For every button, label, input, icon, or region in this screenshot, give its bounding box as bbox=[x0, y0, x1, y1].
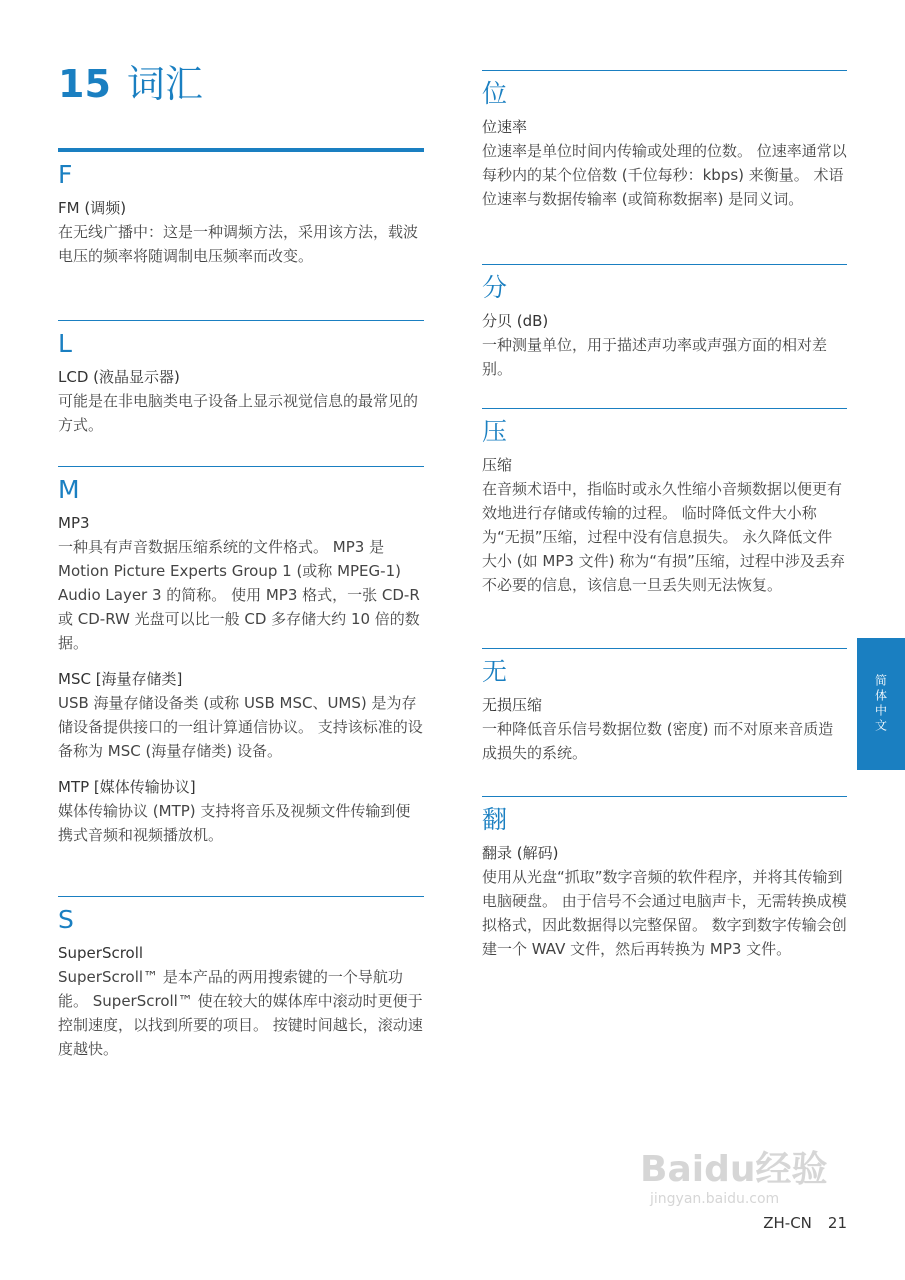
entry-definition: 使用从光盘“抓取”数字音频的软件程序，并将其传输到电脑硬盘。 由于信号不会通过电脑声卡，无需转换成模拟格式，因此数据得以完整保留。 数字到数字传输会创建一个 WAV 文件，然后再转换为 MP3 文件。 bbox=[482, 868, 847, 958]
entry-definition: 一种测量单位，用于描述声功率或声强方面的相对差别。 bbox=[482, 336, 828, 378]
entry-term: SuperScroll bbox=[58, 944, 144, 962]
entry-definition: SuperScroll™ 是本产品的两用搜索键的一个导航功能。 SuperScroll™ 使在较大的媒体库中滚动时更便于控制速度，以找到所要的项目。 按键时间越长，滚动速度越快。 bbox=[58, 968, 423, 1058]
glossary-entry bbox=[482, 453, 847, 597]
section-divider bbox=[58, 320, 424, 321]
chapter-title bbox=[58, 58, 203, 110]
section-wei bbox=[482, 70, 847, 211]
page-number: 21 bbox=[827, 1214, 847, 1232]
entry-definition: 一种具有声音数据压缩系统的文件格式。 MP3 是 Motion Picture Experts Group 1 (或称 MPEG-1) Audio Layer 3 的简称。 使用 MP3 格式，一张 CD-R 或 CD-RW 光盘可以比一般 CD 多存储大约 10 倍的数据。 bbox=[58, 538, 420, 652]
entry-term: MTP [媒体传输协议] bbox=[58, 778, 196, 796]
section-divider bbox=[482, 70, 847, 71]
entry-term: 翻录 (解码) bbox=[482, 844, 559, 862]
section-S bbox=[58, 896, 424, 1061]
section-divider bbox=[58, 148, 424, 152]
section-fen bbox=[482, 264, 847, 381]
chapter-heading: 词汇 bbox=[126, 62, 203, 106]
glossary-entry bbox=[58, 941, 424, 1061]
section-letter: L bbox=[58, 329, 72, 358]
section-divider bbox=[482, 264, 847, 265]
glossary-entry bbox=[482, 309, 847, 381]
chapter-number: 15 bbox=[58, 62, 111, 106]
entry-definition: USB 海量存储设备类 (或称 USB MSC、UMS) 是为存储设备提供接口的一组计算通信协议。 支持该标准的设备称为 MSC (海量存储类) 设备。 bbox=[58, 694, 423, 760]
section-letter: 翻 bbox=[482, 805, 508, 834]
entry-term: MSC [海量存储类] bbox=[58, 670, 183, 688]
glossary-entry bbox=[58, 667, 424, 763]
glossary-entry bbox=[58, 511, 424, 655]
section-wu bbox=[482, 648, 847, 765]
glossary-entry bbox=[58, 365, 424, 437]
entry-term: 无损压缩 bbox=[482, 696, 543, 714]
watermark-logo bbox=[640, 1150, 827, 1208]
section-M bbox=[58, 466, 424, 847]
section-letter: 无 bbox=[482, 657, 508, 686]
entry-definition: 一种降低音乐信号数据位数 (密度) 而不对原来音质造成损失的系统。 bbox=[482, 720, 834, 762]
watermark-url: jingyan.baidu.com bbox=[650, 1191, 780, 1207]
entry-term: FM (调频) bbox=[58, 199, 127, 217]
glossary-entry bbox=[58, 196, 424, 268]
language-tab-label: 简体中文 bbox=[873, 674, 888, 734]
page-footer bbox=[763, 1214, 847, 1232]
entry-definition: 在无线广播中：这是一种调频方法，采用该方法，载波电压的频率将随调制电压频率而改变。 bbox=[58, 223, 419, 265]
section-divider bbox=[482, 408, 847, 409]
section-letter: F bbox=[58, 160, 73, 189]
section-divider bbox=[58, 466, 424, 467]
section-divider bbox=[58, 896, 424, 897]
language-side-tab bbox=[857, 638, 905, 770]
entry-definition: 在音频术语中，指临时或永久性缩小音频数据以便更有效地进行存储或传输的过程。 临时降低文件大小称为“无损”压缩，过程中没有信息损失。 永久降低文件大小 (如 MP3 文件) 称为“有损”压缩，过程中涉及丢弃不必要的信息，该信息一旦丢失则无法恢复。 bbox=[482, 480, 845, 594]
section-letter: 位 bbox=[482, 79, 508, 108]
section-fan bbox=[482, 796, 847, 961]
section-letter: S bbox=[58, 905, 74, 934]
section-ya bbox=[482, 408, 847, 597]
entry-definition: 媒体传输协议 (MTP) 支持将音乐及视频文件传输到便携式音频和视频播放机。 bbox=[58, 802, 411, 844]
glossary-entry bbox=[482, 693, 847, 765]
entry-term: LCD (液晶显示器) bbox=[58, 368, 180, 386]
section-L bbox=[58, 320, 424, 437]
section-divider bbox=[482, 648, 847, 649]
entry-term: 位速率 bbox=[482, 118, 528, 136]
glossary-entry bbox=[58, 775, 424, 847]
entry-definition: 位速率是单位时间内传输或处理的位数。 位速率通常以每秒内的某个位倍数 (千位每秒：kbps) 来衡量。 术语位速率与数据传输率 (或简称数据率) 是同义词。 bbox=[482, 142, 847, 208]
section-letter: 分 bbox=[482, 273, 508, 302]
watermark-text: Baidu经验 bbox=[640, 1149, 828, 1190]
footer-lang: ZH-CN bbox=[763, 1214, 812, 1232]
section-letter: 压 bbox=[482, 417, 508, 446]
entry-definition: 可能是在非电脑类电子设备上显示视觉信息的最常见的方式。 bbox=[58, 392, 419, 434]
glossary-entry bbox=[482, 115, 847, 211]
entry-term: 压缩 bbox=[482, 456, 513, 474]
section-F bbox=[58, 148, 424, 268]
section-letter: M bbox=[58, 475, 80, 504]
entry-term: MP3 bbox=[58, 514, 90, 532]
section-divider bbox=[482, 796, 847, 797]
entry-term: 分贝 (dB) bbox=[482, 312, 549, 330]
glossary-entry bbox=[482, 841, 847, 961]
